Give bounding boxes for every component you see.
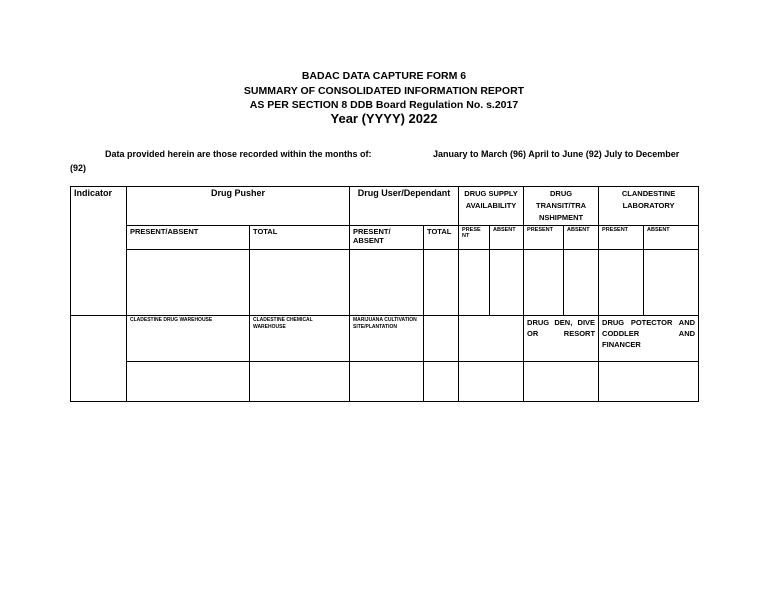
chemical-warehouse-label: CLADESTINE CHEMICAL WAREHOUSE [250, 316, 350, 362]
user-total-cell[interactable] [424, 250, 459, 316]
form-title-line2: SUMMARY OF CONSOLIDATED INFORMATION REPORT [243, 85, 525, 97]
pusher-total-cell[interactable] [250, 250, 350, 316]
form-title-line3: AS PER SECTION 8 DDB Board Regulation No. s.2017 [249, 99, 519, 111]
intro-lead: Data provided herein are those recorded within the months of: [105, 149, 372, 159]
transit-present-cell[interactable] [524, 250, 564, 316]
data-row-1 [71, 250, 699, 316]
data-row-2 [71, 362, 699, 402]
clandestine-lab-header: CLANDESTINE LABORATORY [599, 187, 699, 226]
section2-label-row [71, 316, 699, 362]
supply-absent-cell[interactable] [490, 250, 524, 316]
lab-absent-cell[interactable] [644, 250, 699, 316]
section2-blank-2 [459, 316, 524, 362]
drug-den-label: DRUG DEN, DIVE OR RESORT [524, 316, 599, 362]
drug-supply-header: DRUG SUPPLY AVAILABILITY [459, 187, 524, 226]
user-present-absent-cell[interactable] [350, 250, 424, 316]
supply-absent-label: ABSENT [490, 226, 524, 250]
transit-present-label: PRESENT [524, 226, 564, 250]
capture-table [70, 186, 699, 402]
drug-user-header: Drug User/Dependant [350, 187, 459, 226]
indicator-header: Indicator [71, 187, 127, 316]
section2-indicator-cell [71, 316, 127, 402]
user-total-label: TOTAL [424, 226, 459, 250]
chemical-warehouse-cell[interactable] [250, 362, 350, 402]
drug-pusher-header: Drug Pusher [127, 187, 350, 226]
lab-absent-label: ABSENT [644, 226, 699, 250]
pusher-present-absent-label: PRESENT/ABSENT [127, 226, 250, 250]
user-present-absent-label: PRESENT/ ABSENT [350, 226, 424, 250]
marijuana-cell[interactable] [350, 362, 424, 402]
marijuana-label: MARIJUANA CULTIVATION SITE/PLANTATION [350, 316, 424, 362]
warehouse-cell[interactable] [127, 362, 250, 402]
protector-label: DRUG POTECTOR AND CODDLER AND FINANCER [599, 316, 699, 362]
intro-months: January to March (96) April to June (92) July to December [433, 149, 680, 159]
subheader-row [71, 226, 699, 250]
lab-present-cell[interactable] [599, 250, 644, 316]
pusher-present-absent-cell[interactable] [127, 250, 250, 316]
intro-wrap: (92) [70, 163, 87, 173]
section2-blank-cell-1[interactable] [424, 362, 459, 402]
pusher-total-label: TOTAL [250, 226, 350, 250]
drug-transit-header: DRUG TRANSIT/TRA NSHIPMENT [524, 187, 599, 226]
form-year: Year (YYYY) 2022 [330, 111, 438, 126]
form-title-line1: BADAC DATA CAPTURE FORM 6 [301, 70, 467, 82]
lab-present-label: PRESENT [599, 226, 644, 250]
protector-cell[interactable] [599, 362, 699, 402]
transit-absent-cell[interactable] [564, 250, 599, 316]
section2-blank-cell-2[interactable] [459, 362, 524, 402]
transit-absent-label: ABSENT [564, 226, 599, 250]
drug-den-cell[interactable] [524, 362, 599, 402]
warehouse-label: CLADESTINE DRUG WAREHOUSE [127, 316, 250, 362]
supply-present-label: PRESE NT [459, 226, 490, 250]
section2-blank-1 [424, 316, 459, 362]
supply-present-cell[interactable] [459, 250, 490, 316]
header-row [71, 187, 699, 226]
